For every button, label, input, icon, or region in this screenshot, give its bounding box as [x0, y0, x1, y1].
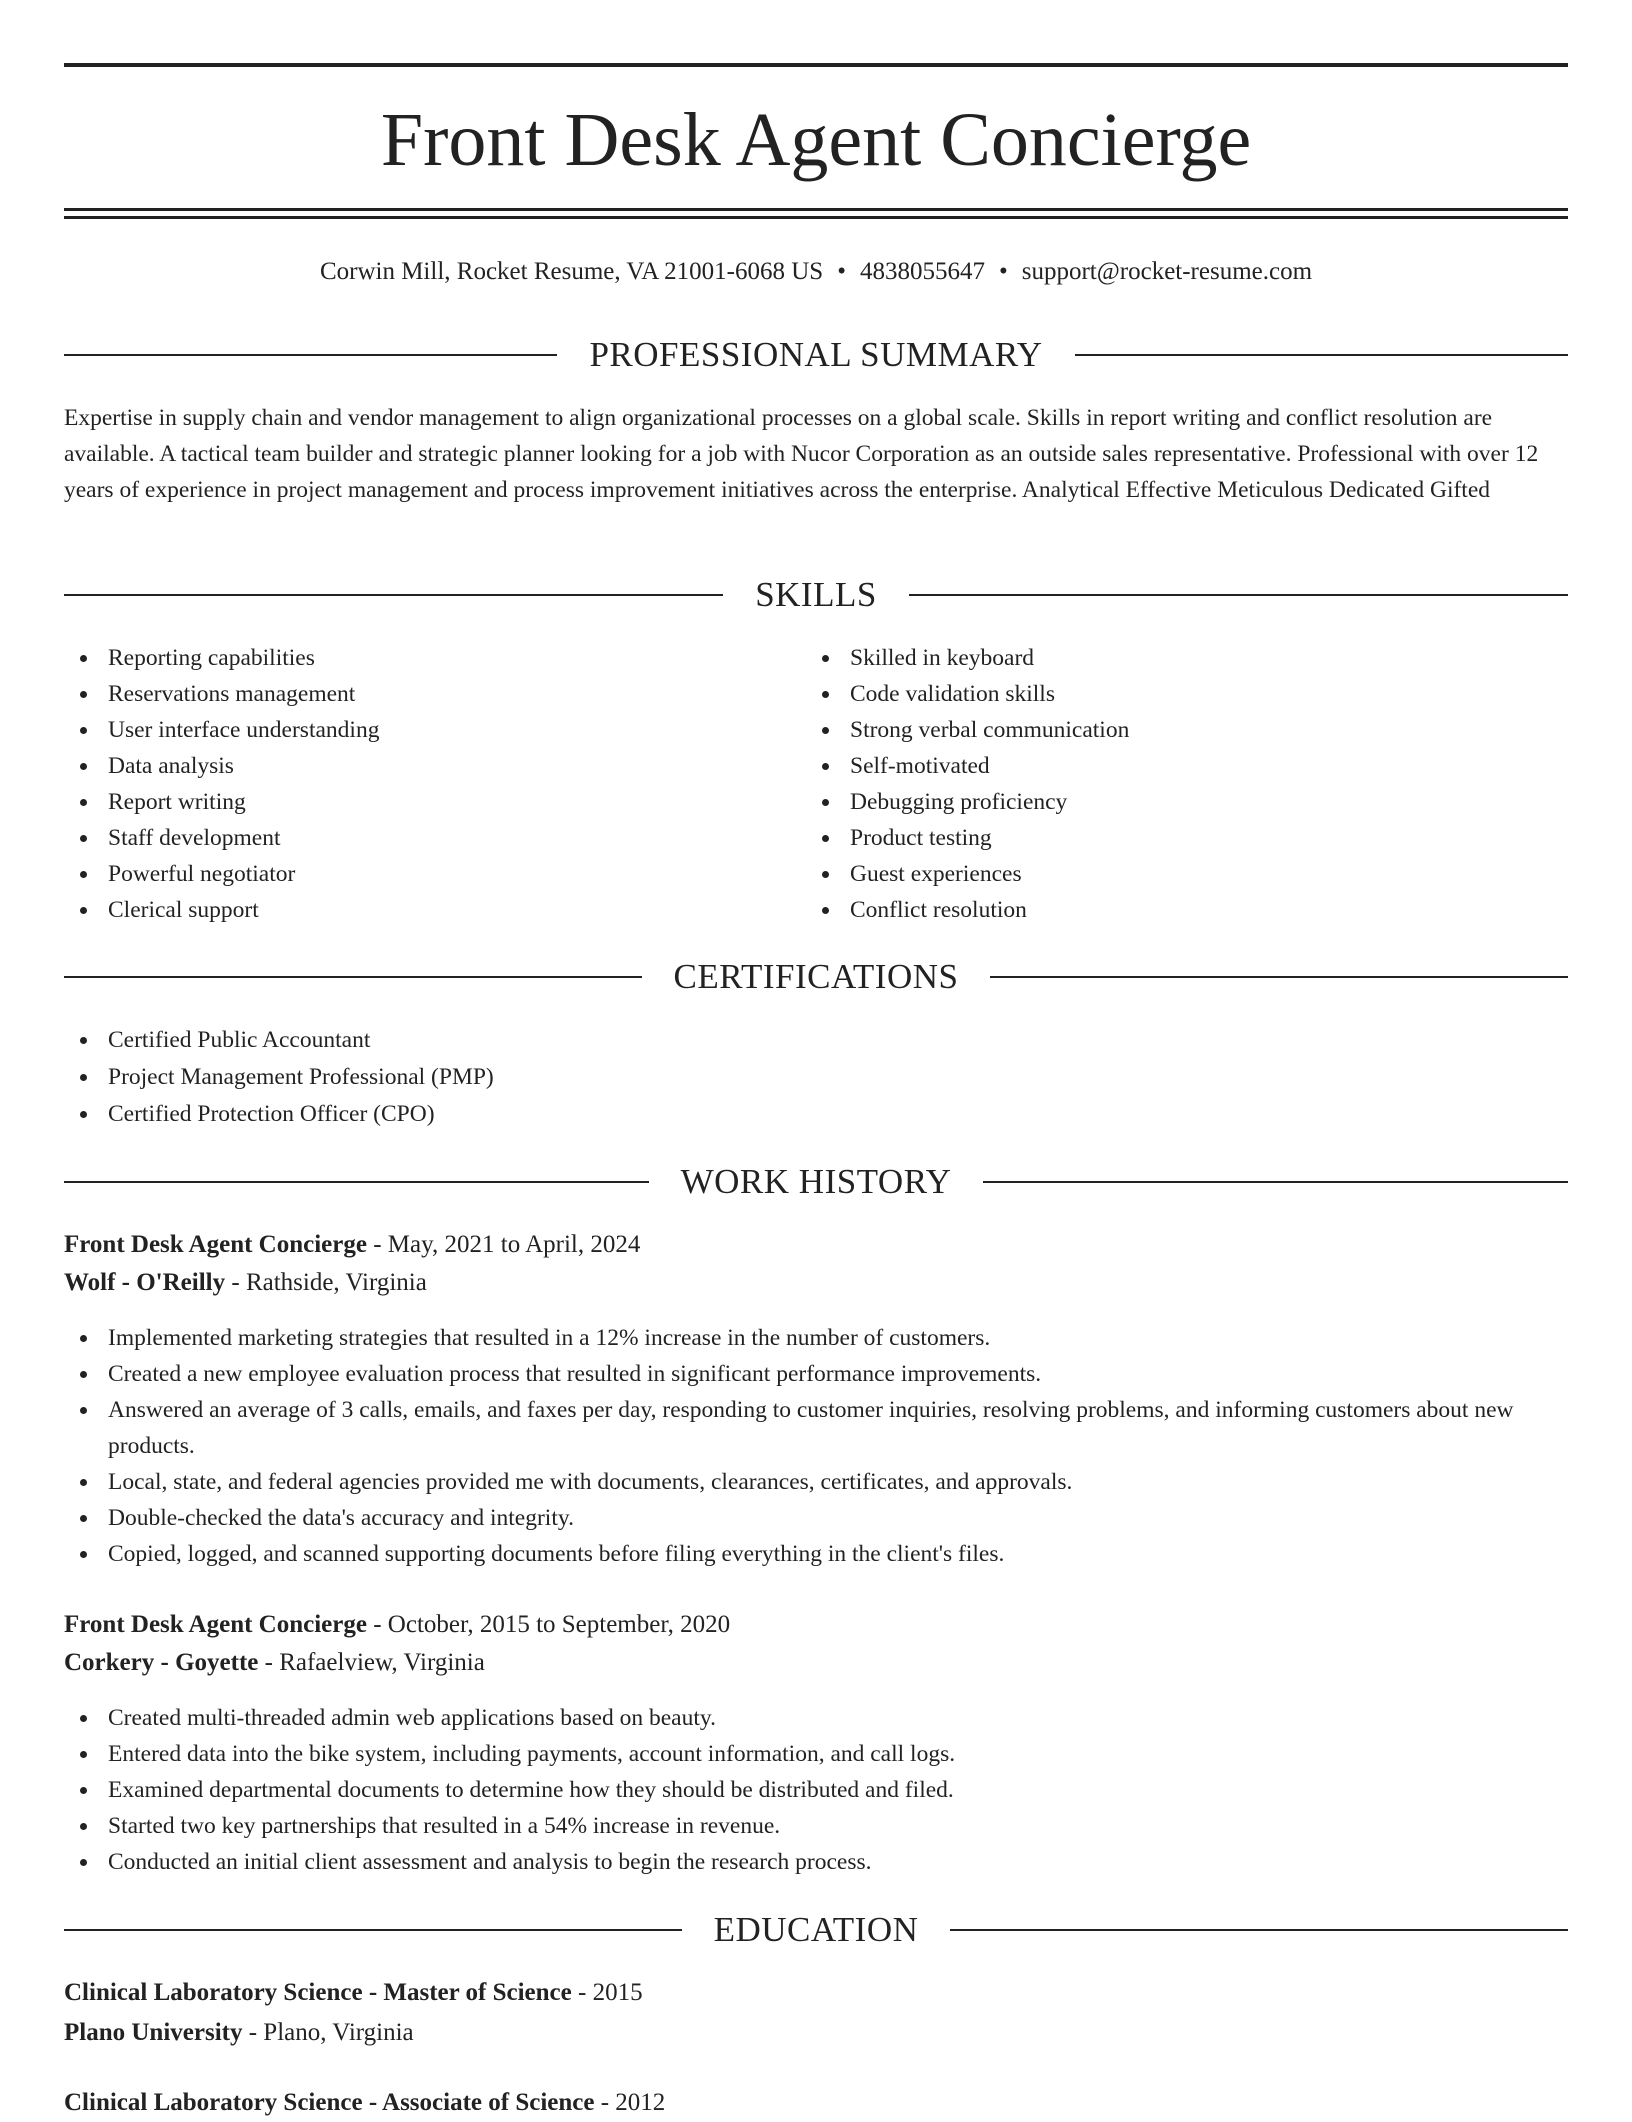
contact-phone: 4838055647: [859, 258, 985, 285]
education-school: Plano University: [64, 2019, 243, 2046]
header-top-rule: [64, 63, 1568, 67]
certification-item: Certified Protection Officer (CPO): [64, 1096, 1568, 1133]
education-school-line: Plano University - Plano, Virginia: [64, 2019, 414, 2046]
job-bullet: Local, state, and federal agencies provided me with documents, clearances, certificates, and approvals.: [64, 1464, 1568, 1500]
job-company: Corkery - Goyette: [64, 1649, 259, 1676]
job-bullet: Answered an average of 3 calls, emails, and faxes per day, responding to customer inquiries, resolving problems, and informing customers about new products.: [64, 1392, 1568, 1464]
section-header-work-history: [64, 1160, 1568, 1204]
job-bullet: Created multi-threaded admin web applications based on beauty.: [64, 1700, 1568, 1736]
section-rule: [64, 354, 557, 356]
section-rule: [64, 1929, 682, 1931]
job-company: Wolf - O'Reilly: [64, 1269, 226, 1296]
section-title: PROFESSIONAL SUMMARY: [589, 335, 1043, 374]
job-title: Front Desk Agent Concierge: [64, 1231, 367, 1258]
certification-item: Certified Public Accountant: [64, 1022, 1568, 1059]
job-bullets: [64, 1700, 1568, 1880]
job-bullet: Conducted an initial client assessment and analysis to begin the research process.: [64, 1844, 1568, 1880]
header-double-rule-bottom: [64, 216, 1568, 219]
skill-item: Powerful negotiator: [64, 856, 764, 892]
skill-item: Clerical support: [64, 892, 764, 928]
section-rule: [990, 976, 1568, 978]
education-year: 2015: [592, 1979, 643, 2006]
job-title-line: Front Desk Agent Concierge - May, 2021 to April, 2024: [64, 1231, 641, 1258]
section-rule: [950, 1929, 1568, 1931]
education-degree-line: Clinical Laboratory Science - Associate of Science - 2012: [64, 2089, 666, 2116]
section-header-summary: [64, 333, 1568, 377]
section-rule: [909, 594, 1568, 596]
skill-item: Self-motivated: [806, 748, 1506, 784]
skill-item: Reservations management: [64, 676, 764, 712]
summary-text: Expertise in supply chain and vendor management to align organizational processes on a global scale. Skills in report writing and conflict resolution are available. A tactical team builder and strategic planner looking for a job with Nucor Corporation as an outside sales representative. Professional with over 12 years of experience in project management and process improvement initiatives across the enterprise. Analytical Effective Meticulous Dedicated Gifted: [64, 405, 1539, 503]
section-title: EDUCATION: [713, 1910, 919, 1949]
certifications-list: [64, 1022, 1568, 1133]
section-rule: [64, 1181, 649, 1183]
section-title: SKILLS: [755, 575, 877, 614]
skill-item: Debugging proficiency: [806, 784, 1506, 820]
skill-item: Code validation skills: [806, 676, 1506, 712]
section-header-certifications: [64, 955, 1568, 999]
skill-item: Staff development: [64, 820, 764, 856]
contact-address: Corwin Mill, Rocket Resume, VA 21001-6068 US: [319, 258, 824, 285]
job-location: Rafaelview, Virginia: [279, 1649, 485, 1676]
skill-item: Strong verbal communication: [806, 712, 1506, 748]
skills-list-left: [64, 640, 764, 928]
job-bullet: Examined departmental documents to determine how they should be distributed and filed.: [64, 1772, 1568, 1808]
job-title: Front Desk Agent Concierge: [64, 1611, 367, 1638]
job-company-line: Wolf - O'Reilly - Rathside, Virginia: [64, 1269, 427, 1296]
job-bullets: [64, 1320, 1568, 1572]
section-header-skills: [64, 573, 1568, 617]
job-title-line: Front Desk Agent Concierge - October, 2015 to September, 2020: [64, 1611, 731, 1638]
job-bullet: Created a new employee evaluation process that resulted in significant performance improvements.: [64, 1356, 1568, 1392]
skill-item: Guest experiences: [806, 856, 1506, 892]
contact-line: [64, 254, 1568, 290]
job-company-line: Corkery - Goyette - Rafaelview, Virginia: [64, 1649, 485, 1676]
section-rule: [64, 594, 723, 596]
education-year: 2012: [615, 2089, 666, 2116]
section-rule: [1075, 354, 1568, 356]
job-bullet: Double-checked the data's accuracy and integrity.: [64, 1500, 1568, 1536]
contact-separator: •: [998, 258, 1008, 285]
skill-item: Conflict resolution: [806, 892, 1506, 928]
skill-item: Product testing: [806, 820, 1506, 856]
section-rule: [983, 1181, 1568, 1183]
skill-item: Data analysis: [64, 748, 764, 784]
job-bullet: Started two key partnerships that resulted in a 54% increase in revenue.: [64, 1808, 1568, 1844]
contact-separator: •: [837, 258, 846, 285]
certification-item: Project Management Professional (PMP): [64, 1059, 1568, 1096]
section-title: CERTIFICATIONS: [673, 957, 959, 996]
skill-item: Report writing: [64, 784, 764, 820]
job-bullet: Implemented marketing strategies that resulted in a 12% increase in the number of customers.: [64, 1320, 1568, 1356]
skill-item: Reporting capabilities: [64, 640, 764, 676]
contact-email: support@rocket-resume.com: [1021, 258, 1313, 285]
job-bullet: Copied, logged, and scanned supporting documents before filing everything in the client's files.: [64, 1536, 1568, 1572]
skill-item: Skilled in keyboard: [806, 640, 1506, 676]
job-dates: May, 2021 to April, 2024: [387, 1231, 641, 1258]
candidate-name: Front Desk Agent Concierge: [380, 98, 1252, 182]
skills-list-right: [806, 640, 1506, 928]
job-dates: October, 2015 to September, 2020: [387, 1611, 731, 1638]
job-bullet: Entered data into the bike system, including payments, account information, and call logs.: [64, 1736, 1568, 1772]
header-double-rule-top: [64, 208, 1568, 211]
job-location: Rathside, Virginia: [245, 1269, 427, 1296]
education-degree-line: Clinical Laboratory Science - Master of Science - 2015: [64, 1979, 643, 2006]
section-rule: [64, 976, 642, 978]
section-header-education: [64, 1908, 1568, 1952]
section-title: WORK HISTORY: [680, 1162, 952, 1201]
education-degree: Clinical Laboratory Science - Master of Science: [64, 1979, 572, 2006]
education-degree: Clinical Laboratory Science - Associate of Science: [64, 2089, 595, 2116]
skill-item: User interface understanding: [64, 712, 764, 748]
education-location: Plano, Virginia: [263, 2019, 414, 2046]
